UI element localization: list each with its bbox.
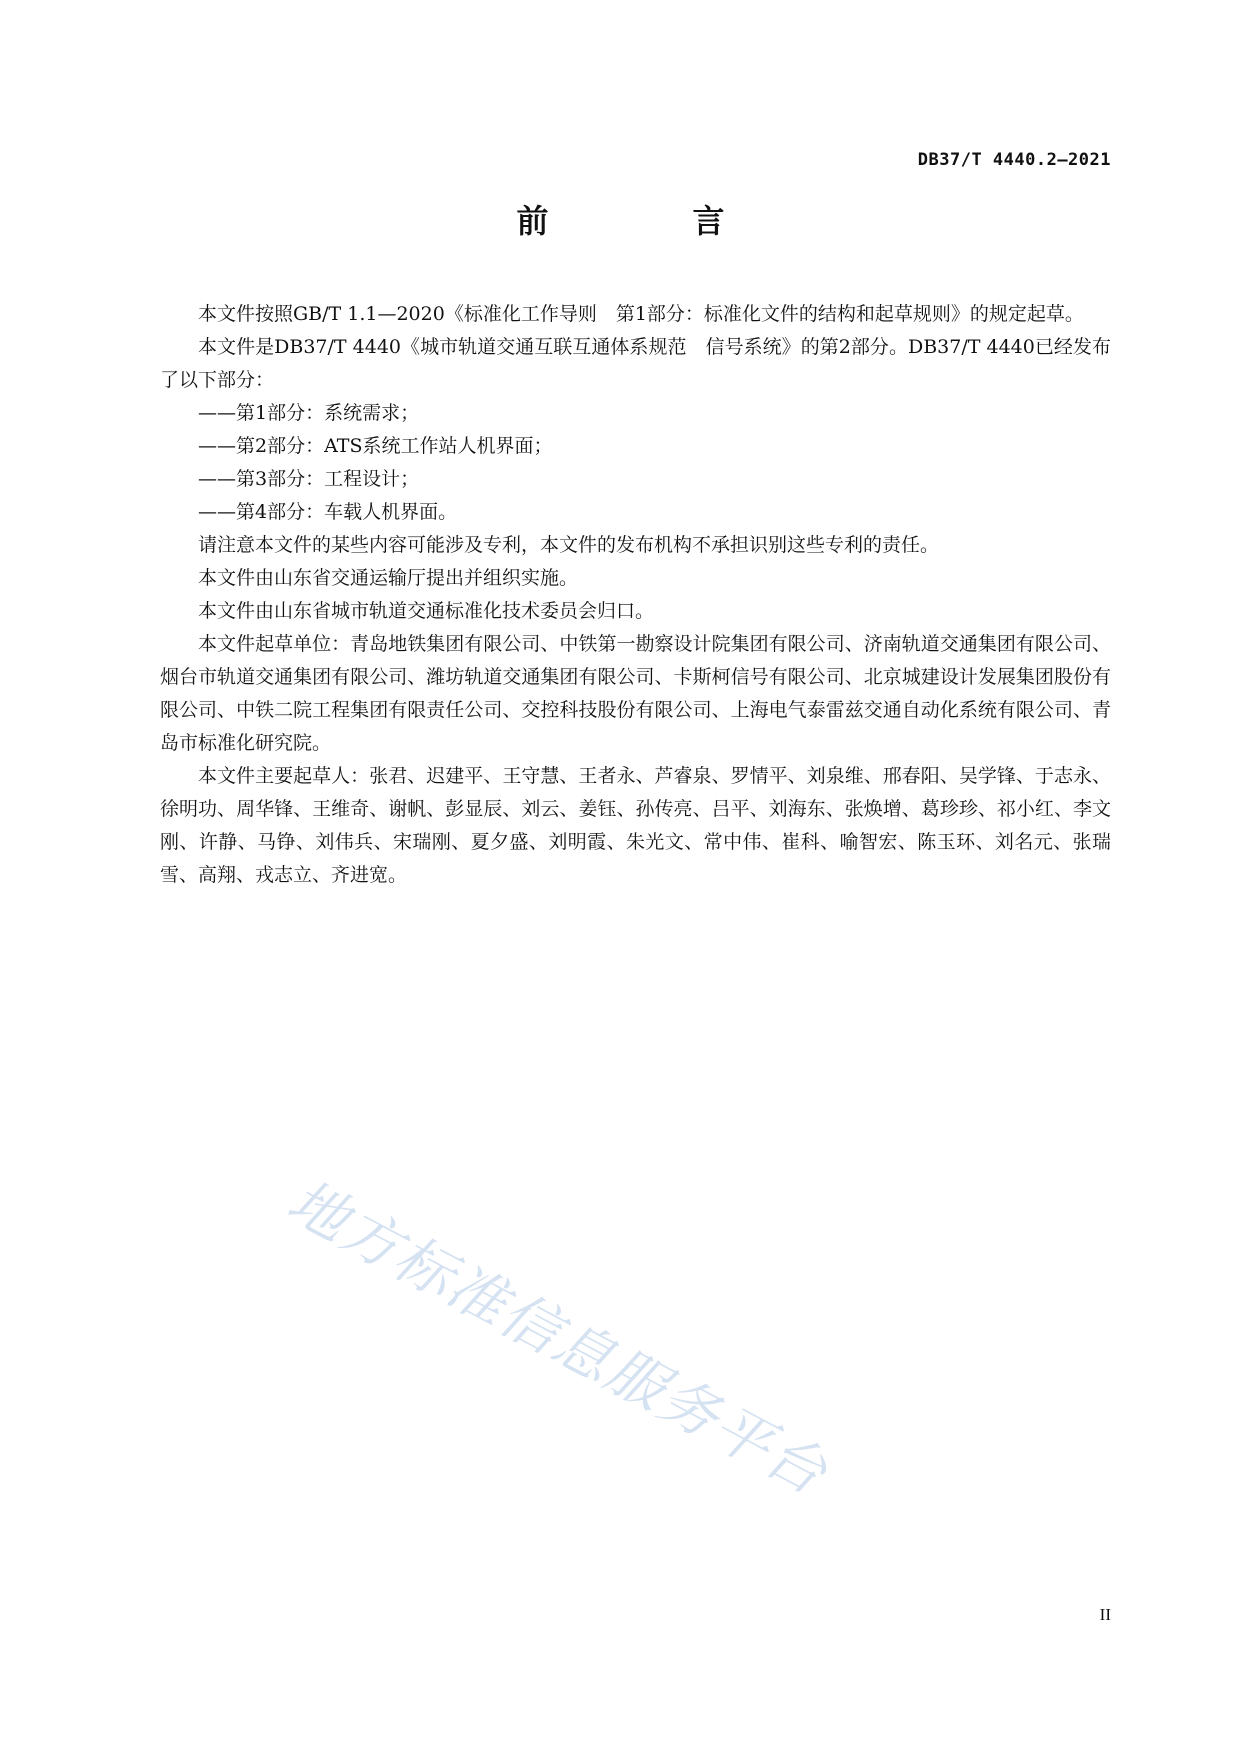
list-item-part-2: ——第2部分：ATS系统工作站人机界面； [198,435,553,457]
document-number: DB37/T 4440.2—2021 [917,150,1111,170]
paragraph-committee: 本文件由山东省城市轨道交通标准化技术委员会归口。 [198,600,655,622]
list-item-part-4: ——第4部分：车载人机界面。 [198,501,458,523]
paragraph-proposer: 本文件由山东省交通运输厅提出并组织实施。 [198,567,579,589]
page-title: 前 言 [516,202,781,240]
foreword-body [160,298,1111,892]
paragraph-patent-notice: 请注意本文件的某些内容可能涉及专利，本文件的发布机构不承担识别这些专利的责任。 [198,534,940,556]
paragraph-drafters: 本文件主要起草人：张君、迟建平、王守慧、王者永、芦睿泉、罗情平、刘泉维、邢春阳、吴学锋、于志永、徐明功、周华锋、王维奇、谢帆、彭显辰、刘云、姜钰、孙传亮、吕平、刘海东、张焕增、葛珍珍、祁小红、李文刚、许静、马铮、刘伟兵、宋瑞刚、夏夕盛、刘明霞、朱光文、常中伟、崔科、喻智宏、陈玉环、刘名元、张瑞雪、高翔、戎志立、齐进宽。 [160,765,1111,886]
watermark-text: 地方标准信息服务平台 [276,1166,839,1509]
page-number: II [1099,1605,1111,1624]
paragraph-drafting-rules: 本文件按照GB/T 1.1—2020《标准化工作导则 第1部分：标准化文件的结构和起草规则》的规定起草。 [198,303,1084,325]
paragraph-series-intro: 本文件是DB37/T 4440《城市轨道交通互联互通体系规范 信号系统》的第2部分。DB37/T 4440已经发布了以下部分： [160,336,1111,391]
paragraph-drafting-units: 本文件起草单位：青岛地铁集团有限公司、中铁第一勘察设计院集团有限公司、济南轨道交通集团有限公司、烟台市轨道交通集团有限公司、潍坊轨道交通集团有限公司、卡斯柯信号有限公司、北京城建设计发展集团股份有限公司、中铁二院工程集团有限责任公司、交控科技股份有限公司、上海电气泰雷兹交通自动化系统有限公司、青岛市标准化研究院。 [160,633,1111,754]
list-item-part-3: ——第3部分：工程设计； [198,468,420,490]
list-item-part-1: ——第1部分：系统需求； [198,402,420,424]
